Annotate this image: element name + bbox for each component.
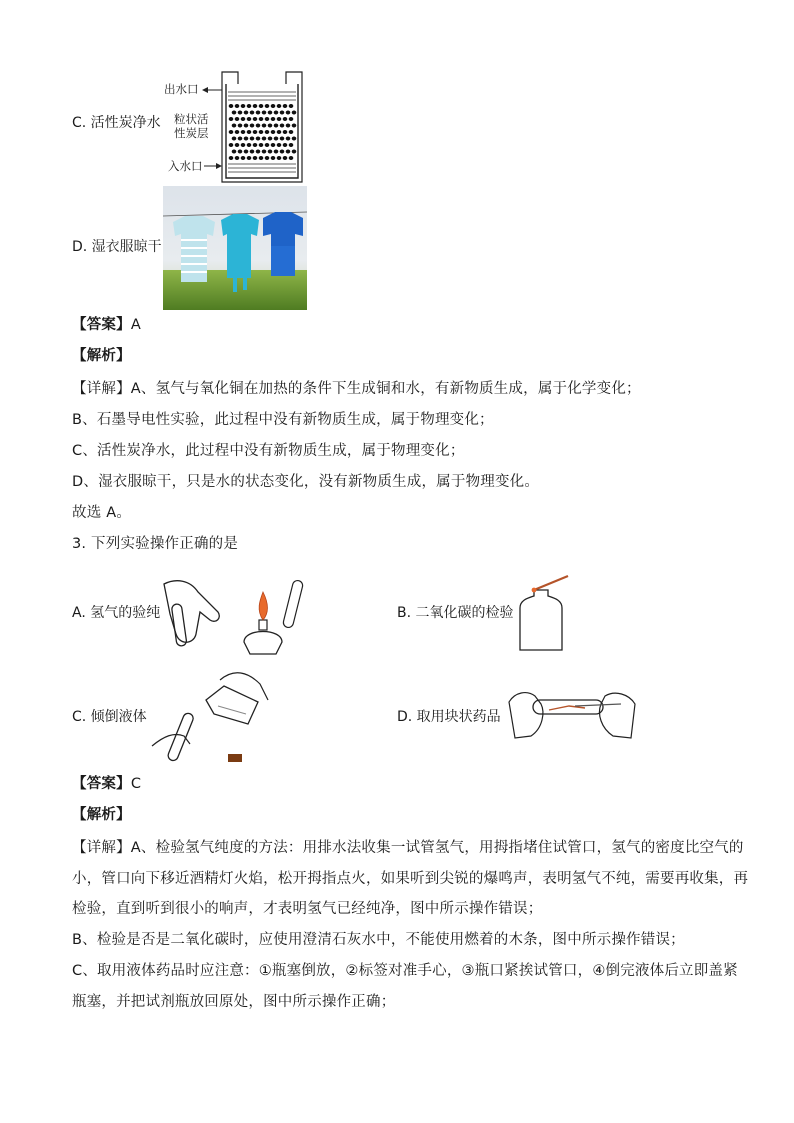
q3-detail-b1: B、检验是否是二氧化碳时，应使用澄清石灰水中，不能使用燃着的木条，图中所示操作错误； [72,932,685,948]
q2-answer [72,314,141,336]
carbon-granule [259,143,264,147]
hydrogen-test-drawing [160,574,320,660]
carbon-granule [292,124,297,128]
q3-option-b-figure [512,574,576,654]
carbon-granule [235,130,240,134]
carbon-granule [286,124,291,128]
q3-option-d-figure [505,682,639,742]
carbon-granule [229,130,234,134]
carbon-granule [259,130,264,134]
q2-detail-d: D、湿衣服晾干，只是水的状态变化，没有新物质生成，属于物理变化。 [72,474,540,490]
carbon-granule [238,150,243,154]
carbon-granule [238,124,243,128]
carbon-granule [250,111,255,115]
carbon-granule [289,117,294,121]
carbon-granule [229,143,234,147]
carbon-granule [256,150,261,154]
carbon-granule [235,104,240,108]
answer-value: A [130,317,141,333]
carbon-granule [250,150,255,154]
carbon-granule [244,137,249,141]
carbon-filter-figure [164,64,314,186]
carbon-granule [259,104,264,108]
carbon-granule [262,150,267,154]
inlet-label: 入水口 [168,159,203,173]
carbon-granule [253,104,258,108]
q3-detail-a2: 小，管口向下移近酒精灯火焰，松开拇指点火，如果听到尖锐的爆鸣声，表明氢气不纯，需要再收集，再 [72,871,749,887]
carbon-granule [268,137,273,141]
carbon-granule [256,137,261,141]
carbon-granule [247,143,252,147]
carbon-granule [247,117,252,121]
carbon-granule [274,137,279,141]
carbon-granule [277,117,282,121]
carbon-granule [289,156,294,160]
carbon-granule [241,156,246,160]
carbon-granule [265,143,270,147]
q2-detail-b: B、石墨导电性实验，此过程中没有新物质生成，属于物理变化； [72,412,494,428]
carbon-granule [289,143,294,147]
carbon-granule [241,117,246,121]
carbon-granule [229,104,234,108]
carbon-granule [244,150,249,154]
carbon-granule [283,117,288,121]
carbon-granule [256,124,261,128]
carbon-granule [232,137,237,141]
block-reagent-drawing [505,682,639,742]
q3-answer-tag: 【答案】 [72,776,131,792]
carbon-granule [232,150,237,154]
carbon-granule [292,150,297,154]
carbon-granule [265,104,270,108]
carbon-granule [271,156,276,160]
carbon-granule [265,130,270,134]
q3-analysis-heading: 【解析】 [72,807,131,823]
carbon-granule [259,156,264,160]
drying-clothes-picture [163,186,307,310]
carbon-granule [280,150,285,154]
option-d-label: D. 湿衣服晾干 [72,239,162,255]
carbon-granule [286,137,291,141]
outlet-label: 出水口 [164,82,199,96]
layer-label-line1: 粒状活 [174,112,209,126]
carbon-granule [277,143,282,147]
carbon-granule [289,104,294,108]
carbon-granule [283,104,288,108]
carbon-granule [253,130,258,134]
q3-option-c-figure [150,666,276,766]
carbon-granule [238,137,243,141]
q2-detail-a: 【详解】A、氢气与氧化铜在加热的条件下生成铜和水，有新物质生成，属于化学变化； [72,381,641,397]
carbon-granule [253,143,258,147]
carbon-granule [274,111,279,115]
carbon-granule [250,137,255,141]
carbon-granule [235,143,240,147]
carbon-granule [268,124,273,128]
drying-clothes-photo [163,186,307,310]
q2-conclusion: 故选 A。 [72,505,132,521]
carbon-granule [262,124,267,128]
carbon-granule [280,124,285,128]
carbon-granule [247,130,252,134]
layer-label-line2: 性炭层 [174,126,209,140]
carbon-granule [277,130,282,134]
q3-option-a-figure [160,574,320,660]
carbon-granule [271,130,276,134]
carbon-granule [262,137,267,141]
carbon-granule [241,104,246,108]
carbon-granule [283,130,288,134]
q3-stem: 3. 下列实验操作正确的是 [72,536,239,552]
carbon-granule [235,156,240,160]
q3-answer-value: C [130,776,142,792]
carbon-granule [241,130,246,134]
carbon-granule [262,111,267,115]
carbon-granule [265,156,270,160]
co2-test-drawing [512,574,576,654]
carbon-granule [274,124,279,128]
carbon-granule [244,111,249,115]
carbon-granule [238,111,243,115]
carbon-granule [241,143,246,147]
q3-option-b-label: B. 二氧化碳的检验 [397,605,514,621]
carbon-granule [280,137,285,141]
carbon-granule [271,143,276,147]
carbon-granule [253,156,258,160]
q2-detail-c: C、活性炭净水，此过程中没有新物质生成，属于物理变化； [72,443,465,459]
q3-detail-a3: 检验，直到听到很小的响声，才表明氢气已经纯净，图中所示操作错误； [72,901,543,917]
carbon-granule [256,111,261,115]
q3-detail-c1: C、取用液体药品时应注意：①瓶塞倒放，②标签对准手心，③瓶口紧挨试管口，④倒完液体后立即盖紧 [72,963,738,979]
carbon-granule [283,156,288,160]
carbon-granule [259,117,264,121]
carbon-granule [280,111,285,115]
q3-option-d-label: D. 取用块状药品 [397,709,501,725]
carbon-granule [247,156,252,160]
carbon-granule [235,117,240,121]
carbon-granule [277,104,282,108]
answer-tag: 【答案】 [72,317,131,333]
carbon-granule [271,117,276,121]
carbon-granule [268,111,273,115]
carbon-granule [265,117,270,121]
carbon-granule [253,117,258,121]
carbon-granule [229,156,234,160]
carbon-granule [229,117,234,121]
carbon-granule [286,111,291,115]
q3-detail-a1: 【详解】A、检验氢气纯度的方法：用排水法收集一试管氢气，用拇指堵住试管口，氢气的密度比空气的 [72,840,744,856]
carbon-granule [292,111,297,115]
pouring-liquid-drawing [150,666,276,766]
carbon-granule [289,130,294,134]
carbon-granule [244,124,249,128]
q3-option-a-label: A. 氢气的验纯 [72,605,161,621]
q2-analysis-heading: 【解析】 [72,348,131,364]
carbon-granule [271,104,276,108]
carbon-granule [247,104,252,108]
carbon-granule [292,137,297,141]
q3-detail-c2: 瓶塞，并把试剂瓶放回原处，图中所示操作正确； [72,994,396,1010]
q3-option-c-label: C. 倾倒液体 [72,709,147,725]
carbon-granule [232,124,237,128]
carbon-granule [268,150,273,154]
q3-answer [72,773,141,795]
carbon-granule [283,143,288,147]
carbon-granule [286,150,291,154]
carbon-granule [250,124,255,128]
carbon-granule [274,150,279,154]
carbon-granule [232,111,237,115]
carbon-granule [277,156,282,160]
option-c-label: C. 活性炭净水 [72,115,161,131]
